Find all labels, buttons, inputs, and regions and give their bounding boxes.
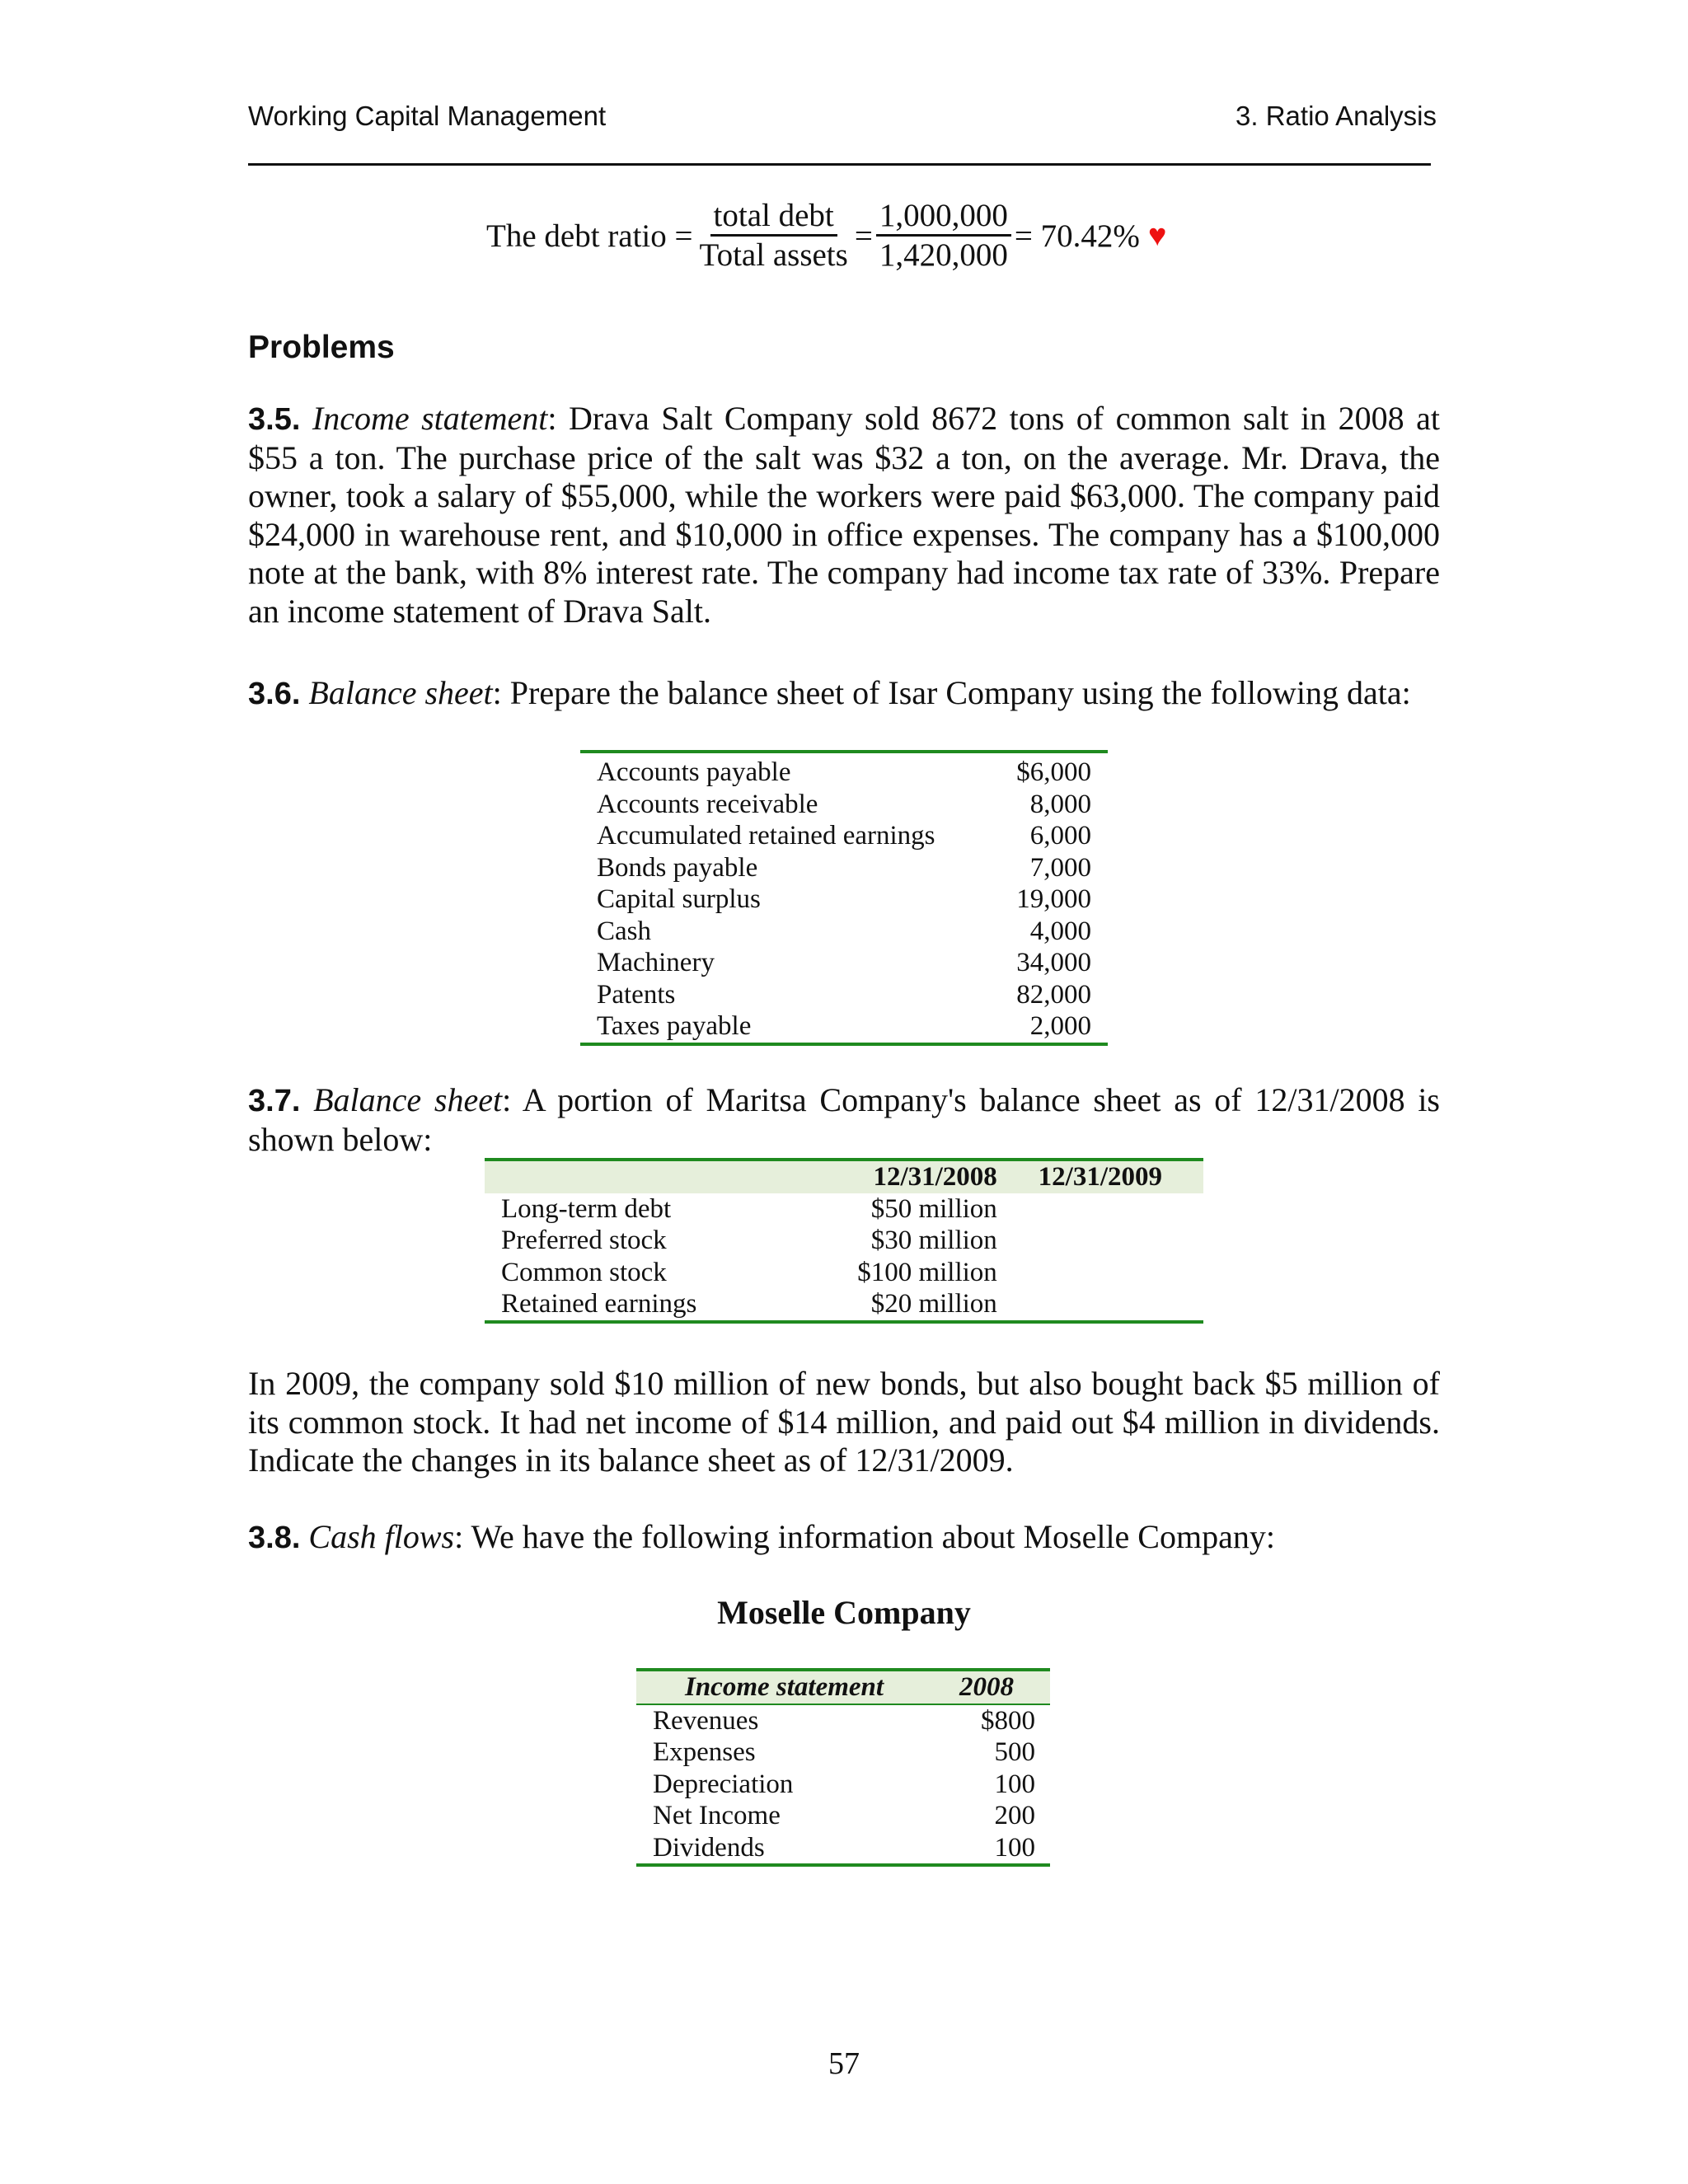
problem-topic: Cash flows (308, 1518, 455, 1555)
row-label: Common stock (501, 1257, 667, 1287)
row-value: 4,000 (1029, 916, 1091, 946)
table-row (580, 883, 1108, 916)
row-label: Cash (597, 916, 651, 946)
row-value: $50 million (870, 1193, 997, 1224)
empty-cell (997, 1225, 1203, 1257)
formula-denominator-number: 1,420,000 (879, 237, 1008, 273)
empty-cell (997, 1288, 1203, 1322)
row-label: Machinery (597, 948, 715, 977)
maritsa-balance-table (485, 1158, 1203, 1324)
row-label: Revenues (653, 1705, 759, 1736)
problem-text: : A portion of Maritsa Company's balance sheet as of 12/31/2008 is shown below: (248, 1081, 1440, 1158)
formula-lhs: The debt ratio = (486, 218, 693, 254)
table-row (580, 947, 1108, 979)
header-rule (248, 163, 1431, 166)
row-value: $100 million (857, 1257, 997, 1287)
row-label: Patents (597, 979, 676, 1010)
header-income-statement: Income statement (636, 1670, 924, 1704)
problem-3-8 (248, 1518, 1440, 1558)
problem-number: 3.5. (248, 402, 301, 437)
table-row (485, 1257, 1203, 1289)
row-value: 100 (994, 1769, 1035, 1799)
table-row (636, 1832, 1050, 1866)
problem-topic: Balance sheet (308, 674, 493, 711)
debt-ratio-formula (486, 194, 1166, 277)
row-label: Bonds payable (597, 852, 758, 883)
table-row (636, 1769, 1050, 1801)
row-label: Accounts payable (597, 757, 791, 787)
table-row (485, 1193, 1203, 1226)
problem-3-7 (248, 1081, 1440, 1159)
row-value: 6,000 (1029, 821, 1091, 851)
table-row (580, 979, 1108, 1011)
formula-denominator-words: Total assets (699, 237, 848, 273)
company-title: Moselle Company (717, 1594, 971, 1631)
formula-fraction-numbers (876, 198, 1011, 274)
isar-data-table (580, 750, 1108, 1046)
table-row (636, 1704, 1050, 1737)
header-col-2009: 12/31/2009 (997, 1160, 1203, 1193)
problem-3-7-followup: In 2009, the company sold $10 million of new bonds, but also bought back $5 million of its common stock. It had net income of $14 million, and paid out $4 million in dividends. Indicate the changes in its balance sheet as of 12/31/2009. (248, 1365, 1440, 1479)
table-header-row (485, 1160, 1203, 1193)
header-year: 2008 (924, 1670, 1050, 1704)
problem-text: : Prepare the balance sheet of Isar Company using the following data: (492, 674, 1411, 711)
row-label: Accumulated retained earnings (597, 821, 935, 851)
problem-number: 3.6. (248, 677, 301, 711)
formula-equals: = (854, 218, 873, 254)
row-value: 200 (994, 1801, 1035, 1830)
formula-numerator-number: 1,000,000 (876, 198, 1011, 237)
row-value: $6,000 (1016, 757, 1091, 787)
table-row (580, 820, 1108, 852)
table-row (580, 852, 1108, 884)
problem-number: 3.8. (248, 1521, 301, 1555)
problem-text: : We have the following information about Moselle Company: (454, 1518, 1275, 1555)
problem-topic: Balance sheet (313, 1081, 503, 1118)
row-value: 100 (994, 1832, 1035, 1863)
row-value: 34,000 (1016, 948, 1091, 977)
row-label: Dividends (653, 1832, 765, 1863)
row-value: $800 (981, 1705, 1035, 1736)
row-value: 2,000 (1029, 1011, 1091, 1041)
row-value: 82,000 (1016, 979, 1091, 1010)
moselle-income-table (636, 1668, 1050, 1867)
row-label: Accounts receivable (597, 789, 818, 819)
row-label: Preferred stock (501, 1226, 667, 1255)
table-row (580, 789, 1108, 821)
header-book-title: Working Capital Management (248, 101, 607, 131)
header-blank (485, 1160, 823, 1193)
table-row (580, 1010, 1108, 1044)
row-value: $30 million (870, 1226, 997, 1255)
row-value: $20 million (870, 1289, 997, 1319)
empty-cell (997, 1193, 1203, 1226)
row-label: Capital surplus (597, 884, 761, 914)
row-label: Depreciation (653, 1769, 794, 1799)
heart-icon: ♥ (1147, 218, 1167, 253)
formula-result: = 70.42% (1014, 218, 1140, 254)
row-label: Long-term debt (501, 1193, 672, 1224)
problem-number: 3.7. (248, 1084, 301, 1118)
problems-heading: Problems (248, 330, 395, 365)
table-row (636, 1736, 1050, 1769)
table-row (636, 1800, 1050, 1832)
table-row (485, 1225, 1203, 1257)
row-value: 500 (994, 1737, 1035, 1767)
row-label: Retained earnings (501, 1289, 697, 1319)
formula-fraction-words (696, 198, 851, 274)
table-row (580, 916, 1108, 948)
table-row (580, 752, 1108, 789)
row-label: Taxes payable (597, 1011, 752, 1041)
header-chapter-title: 3. Ratio Analysis (1236, 101, 1437, 131)
row-value: 8,000 (1029, 789, 1091, 819)
page-number: 57 (828, 2046, 860, 2081)
row-value: 19,000 (1016, 884, 1091, 914)
problem-topic: Income statement (312, 400, 548, 437)
row-value: 7,000 (1029, 852, 1091, 883)
row-label: Expenses (653, 1737, 756, 1767)
empty-cell (997, 1257, 1203, 1289)
problem-3-6 (248, 674, 1440, 714)
table-header-row (636, 1670, 1050, 1704)
row-label: Net Income (653, 1801, 781, 1830)
table-row (485, 1288, 1203, 1322)
formula-numerator-words: total debt (710, 198, 837, 237)
header-col-2008: 12/31/2008 (823, 1160, 997, 1193)
problem-text: : Drava Salt Company sold 8672 tons of common salt in 2008 at $55 a ton. The purchase price of the salt was $32 a ton, on the average. Mr. Drava, the owner, took a salary of $55,000, while the workers were paid $63,000. The company paid $24,000 in warehouse rent, and $10,000 in office expenses. The company has a $100,000 note at the bank, with 8% interest rate. The company had income tax rate of 33%. Prepare an income statement of Drava Salt. (248, 400, 1441, 630)
problem-3-5 (248, 400, 1440, 630)
